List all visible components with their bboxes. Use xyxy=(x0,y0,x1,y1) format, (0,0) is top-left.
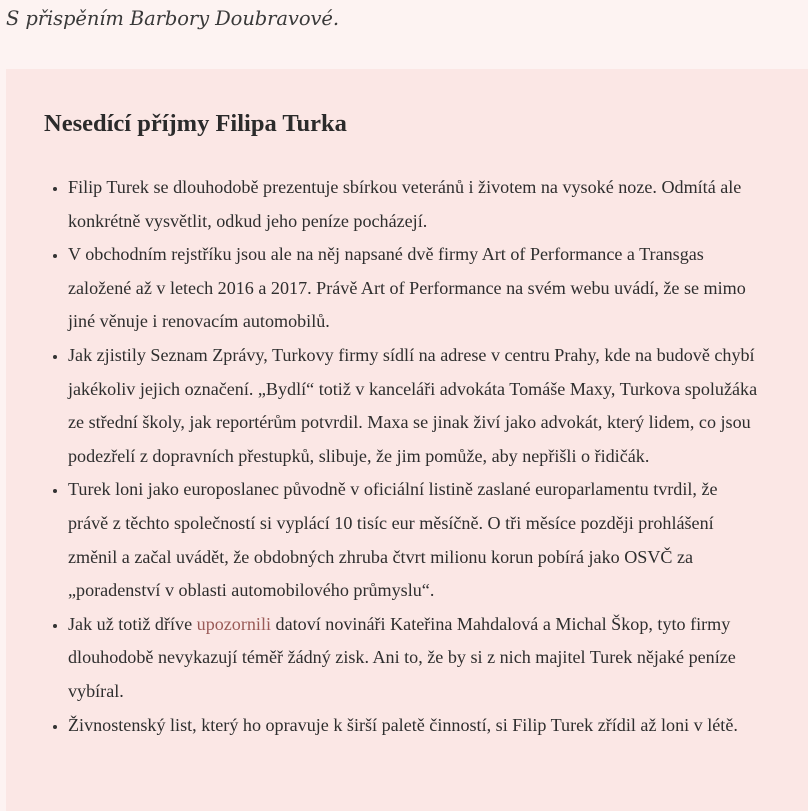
list-item xyxy=(68,608,758,709)
info-box xyxy=(6,69,808,811)
byline: S přispěním Barbory Doubravové. xyxy=(6,7,339,30)
list-item: • Turek loni jako europoslanec původně v oficiální listině zaslané europarlamentu tvrdil, že právě z těchto společností si vyplácí 10 tisíc eur měsíčně. O tři měsíce později prohlášení změnil a začal uvádět, že obdobných zhruba čtvrt milionu korun pobírá jako OSVČ za „poradenství v oblasti automobilového průmyslu“. xyxy=(68,473,758,607)
upozornili-link[interactable]: upozornili xyxy=(196,613,272,634)
list-item-text-before-link: Jak už totiž dříve xyxy=(68,613,197,634)
list-item: • Živnostenský list, který ho opravuje k širší paletě činností, si Filip Turek zřídil až loni v létě. xyxy=(68,709,758,743)
list-item: • Filip Turek se dlouhodobě prezentuje sbírkou veteránů i životem na vysoké noze. Odmítá ale konkrétně vysvětlit, odkud jeho peníze pocházejí. xyxy=(68,171,758,238)
info-box-title: Nesedící příjmy Filipa Turka xyxy=(44,110,347,137)
list-item: • V obchodním rejstříku jsou ale na něj napsané dvě firmy Art of Performance a Transgas založené až v letech 2016 a 2017. Právě Art of Performance na svém webu uvádí, že se mimo jiné věnuje i renovacím automobilů. xyxy=(68,238,758,339)
facts-list xyxy=(68,171,758,742)
list-item-text-after-link: datoví novináři Kateřina Mahdalová a Michal Škop, tyto firmy dlouhodobě nevykazují téměř žádný zisk. Ani to, že by si z nich majitel Turek nějaké peníze vybíral. xyxy=(68,613,736,701)
list-item: • Jak zjistily Seznam Zprávy, Turkovy firmy sídlí na adrese v centru Prahy, kde na budově chybí jakékoliv jejich označení. „Bydlí“ totiž v kanceláři advokáta Tomáše Maxy, Turkova spolužáka ze střední školy, jak reportérům potvrdil. Maxa se jinak živí jako advokát, který lidem, co jsou podezřelí z dopravních přestupků, slibuje, že jim pomůže, aby nepřišli o řidičák. xyxy=(68,339,758,473)
